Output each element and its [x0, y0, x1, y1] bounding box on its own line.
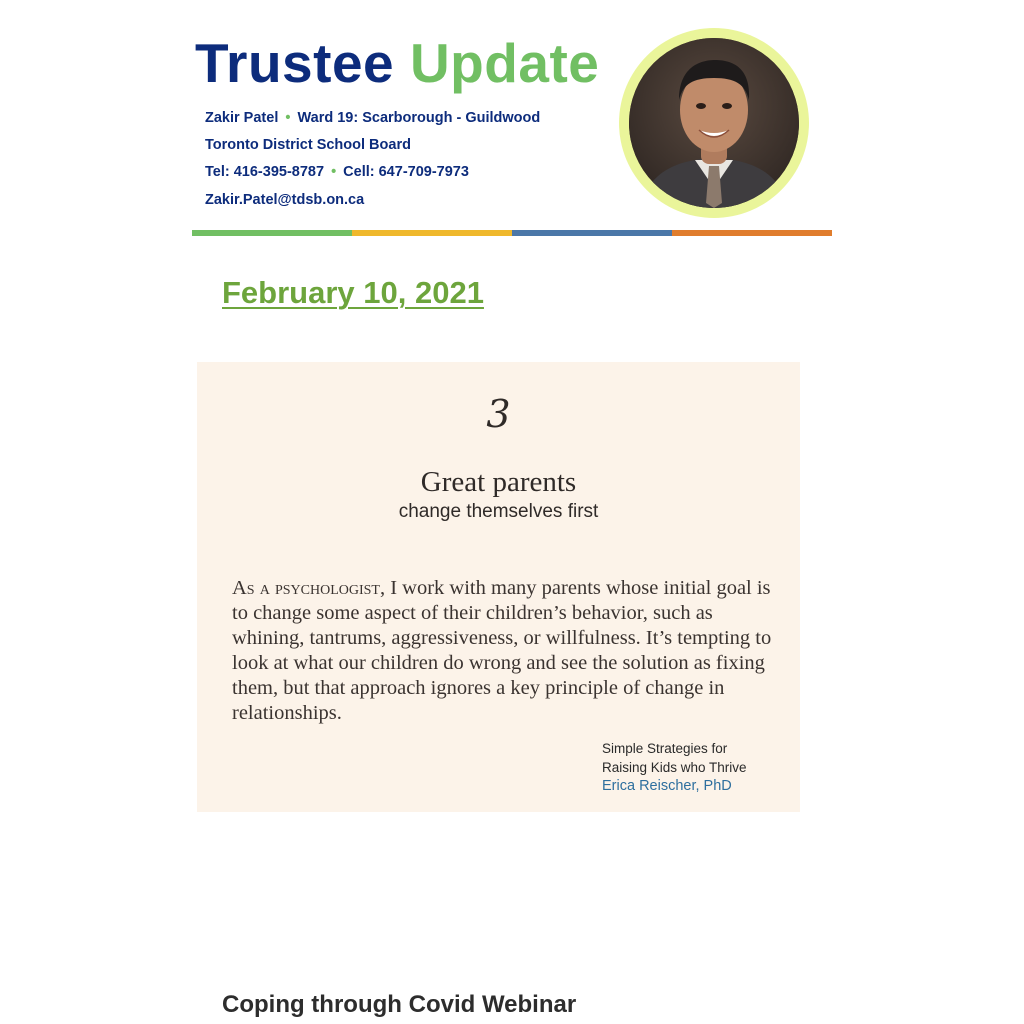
ward-name: Ward 19: Scarborough - Guildwood	[297, 110, 541, 126]
trustee-photo-ring	[619, 28, 809, 218]
divider-green	[192, 230, 352, 236]
color-divider	[192, 230, 832, 236]
title-update: Update	[409, 32, 600, 94]
title-trustee: Trustee	[195, 32, 395, 94]
book-title-line1: Simple Strategies for	[602, 741, 728, 756]
chapter-title: Great parents	[420, 466, 577, 498]
book-source	[602, 739, 747, 796]
chapter-number: 3	[486, 392, 511, 436]
telephone-number: Tel: 416-395-8787	[205, 164, 325, 180]
divider-yellow	[352, 230, 512, 236]
newsletter-title	[195, 32, 600, 94]
bullet-separator: •	[285, 110, 291, 126]
school-board: Toronto District School Board	[205, 137, 411, 153]
divider-blue	[512, 230, 672, 236]
chapter-body-text: , I work with many parents whose initial goal is to change some aspect of their children’s behavior, such as whining, tantrums, aggressiveness, or willfulness. It’s tempting to look at what our children do wrong and see the solution as fixing them, but that approach ignores a key principle of change in relationships.	[232, 577, 772, 724]
update-date[interactable]: February 10, 2021	[222, 275, 484, 310]
phone-line	[205, 163, 469, 181]
webinar-section-heading: Coping through Covid Webinar	[222, 991, 577, 1018]
chapter-subtitle: change themselves first	[398, 501, 599, 522]
email-address[interactable]: Zakir.Patel@tdsb.on.ca	[205, 192, 365, 208]
bullet-separator: •	[331, 164, 337, 180]
book-excerpt-image	[197, 362, 800, 812]
book-author: Erica Reischer, PhD	[602, 778, 732, 794]
chapter-lead-in: As a psychologist	[232, 577, 380, 599]
trustee-portrait-icon	[629, 38, 799, 208]
trustee-photo	[629, 38, 799, 208]
book-title-line2: Raising Kids who Thrive	[602, 760, 747, 775]
chapter-body	[232, 576, 772, 726]
divider-orange	[672, 230, 832, 236]
trustee-name: Zakir Patel	[205, 110, 279, 126]
trustee-name-line	[205, 109, 540, 127]
cell-number: Cell: 647-709-7973	[343, 164, 469, 180]
